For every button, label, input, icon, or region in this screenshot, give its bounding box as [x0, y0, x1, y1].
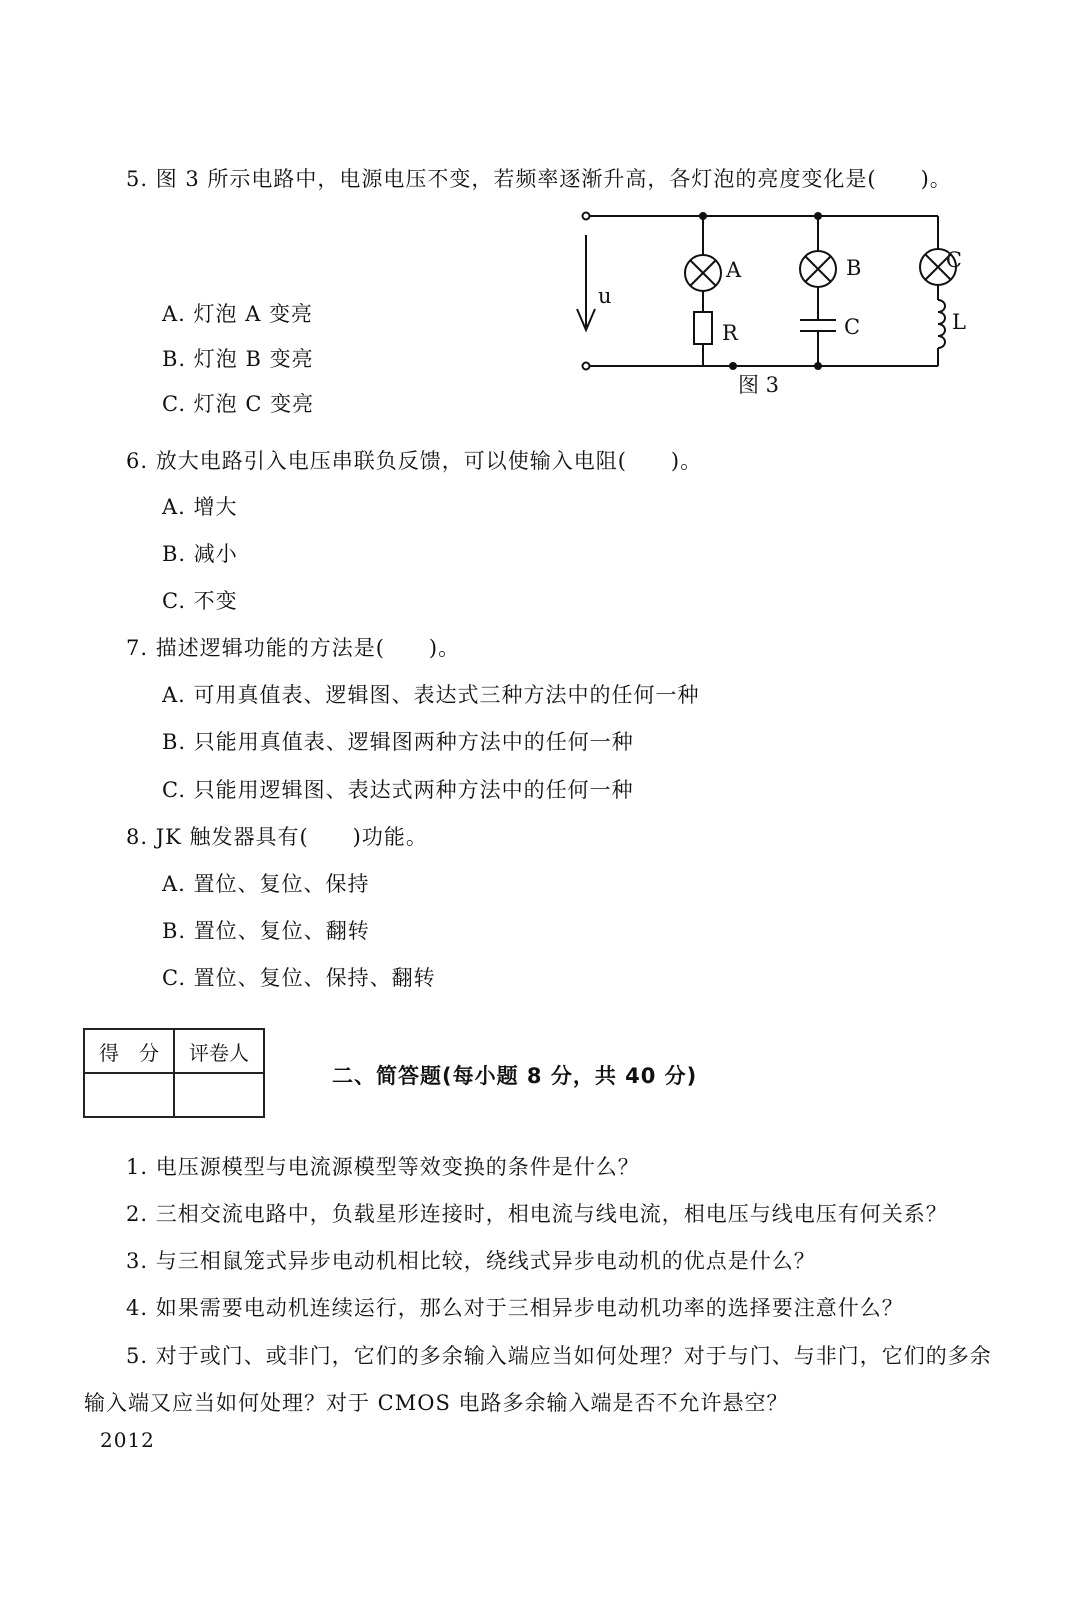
short-answer-question-5-continued: 输入端又应当如何处理？对于 CMOS 电路多余输入端是否不允许悬空？: [84, 1391, 789, 1415]
junction-dot: [730, 363, 736, 369]
question-7-option-b: B. 只能用真值表、逻辑图两种方法中的任何一种: [162, 730, 634, 754]
question-8-stem: 8. JK 触发器具有( )功能。: [126, 825, 428, 849]
section-2-title: 二、简答题(每小题 8 分，共 40 分): [332, 1064, 698, 1088]
score-field[interactable]: [84, 1073, 174, 1117]
lamp-a-label: A: [726, 258, 742, 282]
short-answer-question-1: 1. 电压源模型与电流源模型等效变换的条件是什么？: [126, 1155, 640, 1179]
grader-label: 评卷人: [174, 1029, 264, 1073]
question-8-option-c: C. 置位、复位、保持、翻转: [162, 966, 436, 990]
resistor-icon: [694, 312, 712, 344]
inductor-label: L: [952, 310, 966, 334]
short-answer-question-5: 5. 对于或门、或非门，它们的多余输入端应当如何处理？对于与门、与非门，它们的多余: [126, 1344, 992, 1368]
score-label: 得 分: [84, 1029, 174, 1073]
question-7-stem: 7. 描述逻辑功能的方法是( )。: [126, 636, 461, 660]
capacitor-icon: [800, 320, 836, 331]
lamp-c-label: C: [945, 248, 962, 272]
figure-caption: 图 3: [738, 373, 780, 397]
capacitor-label: C: [844, 315, 861, 339]
grader-field[interactable]: [174, 1073, 264, 1117]
question-5-stem: 5. 图 3 所示电路中，电源电压不变，若频率逐渐升高，各灯泡的亮度变化是( )。: [126, 167, 952, 191]
top-terminal: [583, 213, 590, 220]
question-8-option-a: A. 置位、复位、保持: [162, 872, 370, 896]
lamp-a-icon: [685, 255, 721, 291]
inductor-icon: [938, 300, 945, 348]
question-6-stem: 6. 放大电路引入电压串联负反馈，可以使输入电阻( )。: [126, 449, 703, 473]
short-answer-question-3: 3. 与三相鼠笼式异步电动机相比较，绕线式异步电动机的优点是什么？: [126, 1249, 816, 1273]
score-box: [83, 1028, 265, 1118]
lamp-b-icon: [800, 251, 836, 287]
bottom-terminal: [583, 363, 590, 370]
question-5-option-b: B. 灯泡 B 变亮: [162, 347, 314, 371]
short-answer-question-4: 4. 如果需要电动机连续运行，那么对于三相异步电动机功率的选择要注意什么？: [126, 1296, 904, 1320]
question-5-option-c: C. 灯泡 C 变亮: [162, 392, 315, 416]
circuit-diagram-figure-3: [570, 205, 966, 405]
question-7-option-c: C. 只能用逻辑图、表达式两种方法中的任何一种: [162, 778, 634, 802]
resistor-label: R: [722, 321, 738, 345]
question-8-option-b: B. 置位、复位、翻转: [162, 919, 370, 943]
lamp-b-label: B: [846, 256, 862, 280]
source-voltage-label: u: [598, 284, 612, 308]
question-6-option-b: B. 减小: [162, 542, 238, 566]
question-7-option-a: A. 可用真值表、逻辑图、表达式三种方法中的任何一种: [162, 683, 700, 707]
question-5-option-a: A. 灯泡 A 变亮: [162, 302, 314, 326]
question-6-option-a: A. 增大: [162, 495, 238, 519]
question-6-option-c: C. 不变: [162, 589, 238, 613]
short-answer-question-2: 2. 三相交流电路中，负载星形连接时，相电流与线电流，相电压与线电压有何关系？: [126, 1202, 948, 1226]
page-footer-code: 2012: [100, 1428, 155, 1452]
